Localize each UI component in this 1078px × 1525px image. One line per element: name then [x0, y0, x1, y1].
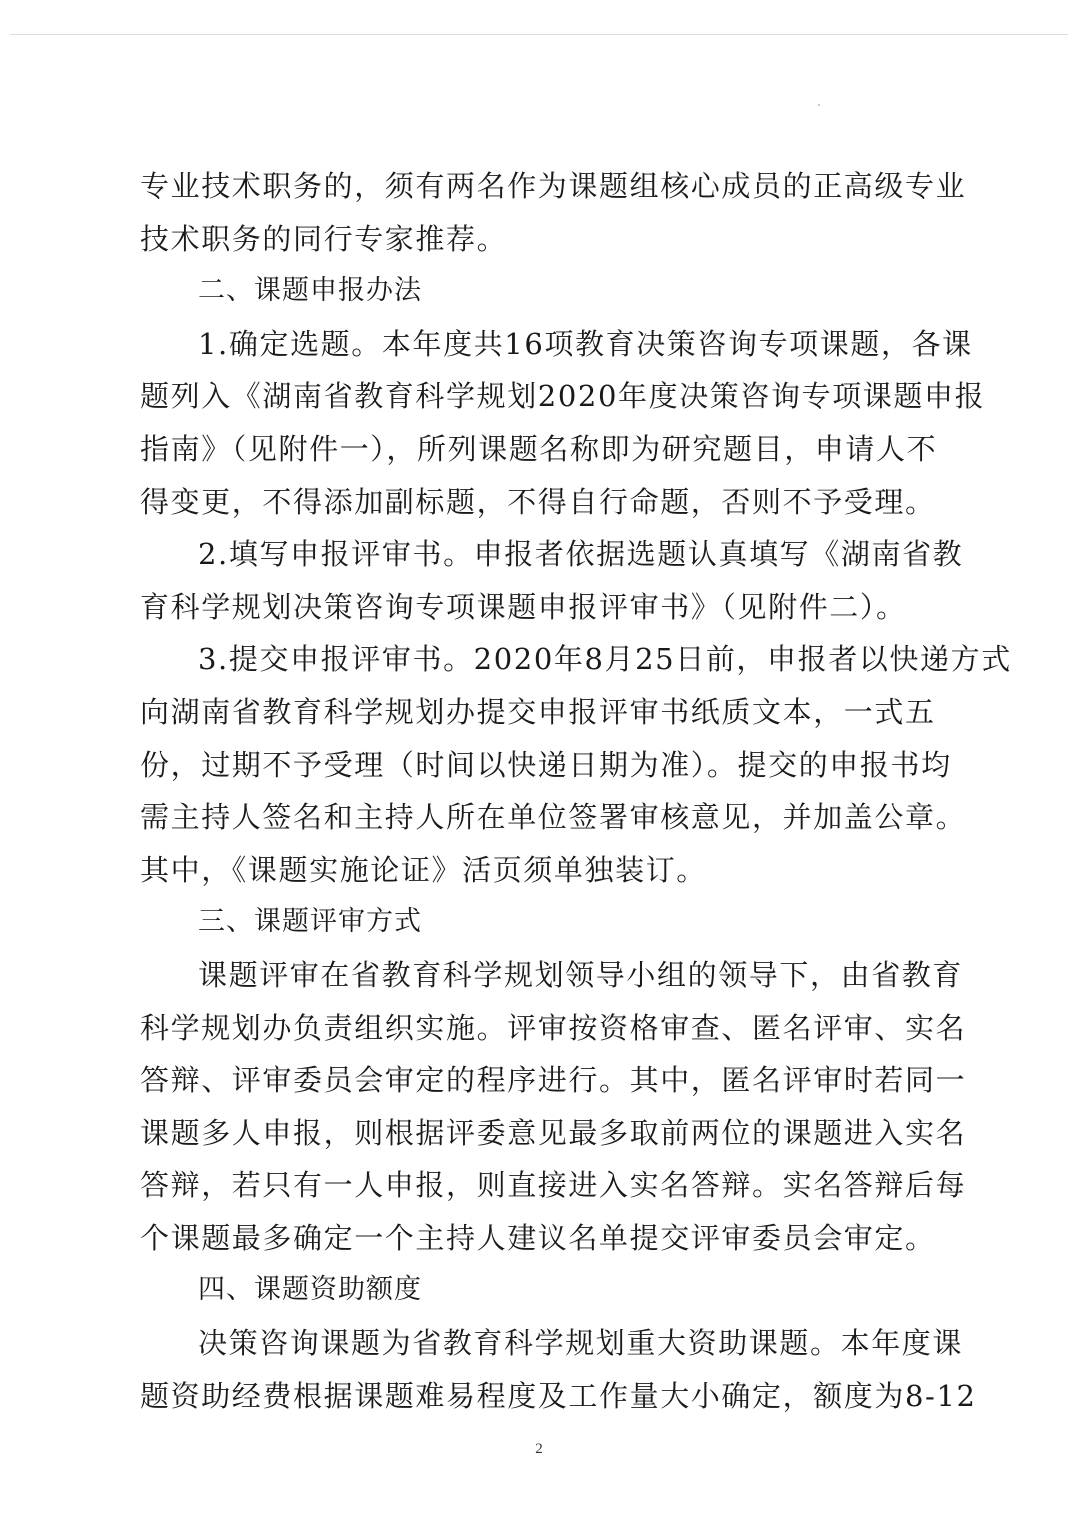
text-line: 向湖南省教育科学规划办提交申报评审书纸质文本，一式五 — [140, 694, 936, 729]
paragraph-first-line: 课题评审在省教育科学规划领导小组的领导下，由省教育 — [198, 957, 964, 992]
scan-top-edge-line — [10, 34, 1068, 35]
scan-speck — [818, 104, 820, 106]
text-line: 需主持人签名和主持人所在单位签署审核意见，并加盖公章。 — [140, 800, 967, 835]
text-line: 题列入《湖南省教育科学规划2020年度决策咨询专项课题申报 — [140, 379, 986, 414]
document-body — [140, 160, 1012, 1422]
text-line: 科学规划办负责组织实施。评审按资格审查、匿名评审、实名 — [140, 1010, 967, 1045]
text-line: 指南》（见附件一），所列课题名称即为研究题目，申请人不 — [140, 431, 938, 466]
text-line: 答辩，若只有一人申报，则直接进入实名答辩。实名答辩后每 — [140, 1168, 967, 1203]
section-heading: 二、课题申报办法 — [198, 275, 422, 307]
text-line: 份，过期不予受理（时间以快递日期为准）。提交的申报书均 — [140, 747, 952, 782]
text-line: 其中，《课题实施论证》活页须单独装订。 — [140, 852, 707, 887]
text-line: 题资助经费根据课题难易程度及工作量大小确定，额度为8-12 — [140, 1378, 977, 1413]
text-line: 技术职务的同行专家推荐。 — [140, 221, 508, 256]
section-heading: 四、课题资助额度 — [198, 1274, 422, 1306]
text-line: 专业技术职务的，须有两名作为课题组核心成员的正高级专业 — [140, 169, 967, 203]
paragraph-first-line: 3.提交申报评审书。2020年8月25日前，申报者以快递方式 — [198, 642, 1012, 677]
paragraph-first-line: 2.填写申报评审书。申报者依据选题认真填写《湖南省教 — [198, 537, 964, 572]
paragraph-first-line: 1.确定选题。本年度共16项教育决策咨询专项课题，各课 — [198, 326, 973, 361]
text-line: 答辩、评审委员会审定的程序进行。其中，匿名评审时若同一 — [140, 1063, 967, 1098]
text-line: 个课题最多确定一个主持人建议名单提交评审委员会审定。 — [140, 1220, 936, 1255]
text-line: 课题多人申报，则根据评委意见最多取前两位的课题进入实名 — [140, 1115, 967, 1150]
page-number: 2 — [535, 1441, 543, 1457]
section-heading: 三、课题评审方式 — [198, 906, 422, 938]
text-line: 得变更，不得添加副标题，不得自行命题，否则不予受理。 — [140, 484, 936, 519]
paragraph-first-line: 决策咨询课题为省教育科学规划重大资助课题。本年度课 — [198, 1326, 964, 1361]
text-line: 育科学规划决策咨询专项课题申报评审书》（见附件二）。 — [140, 589, 907, 624]
